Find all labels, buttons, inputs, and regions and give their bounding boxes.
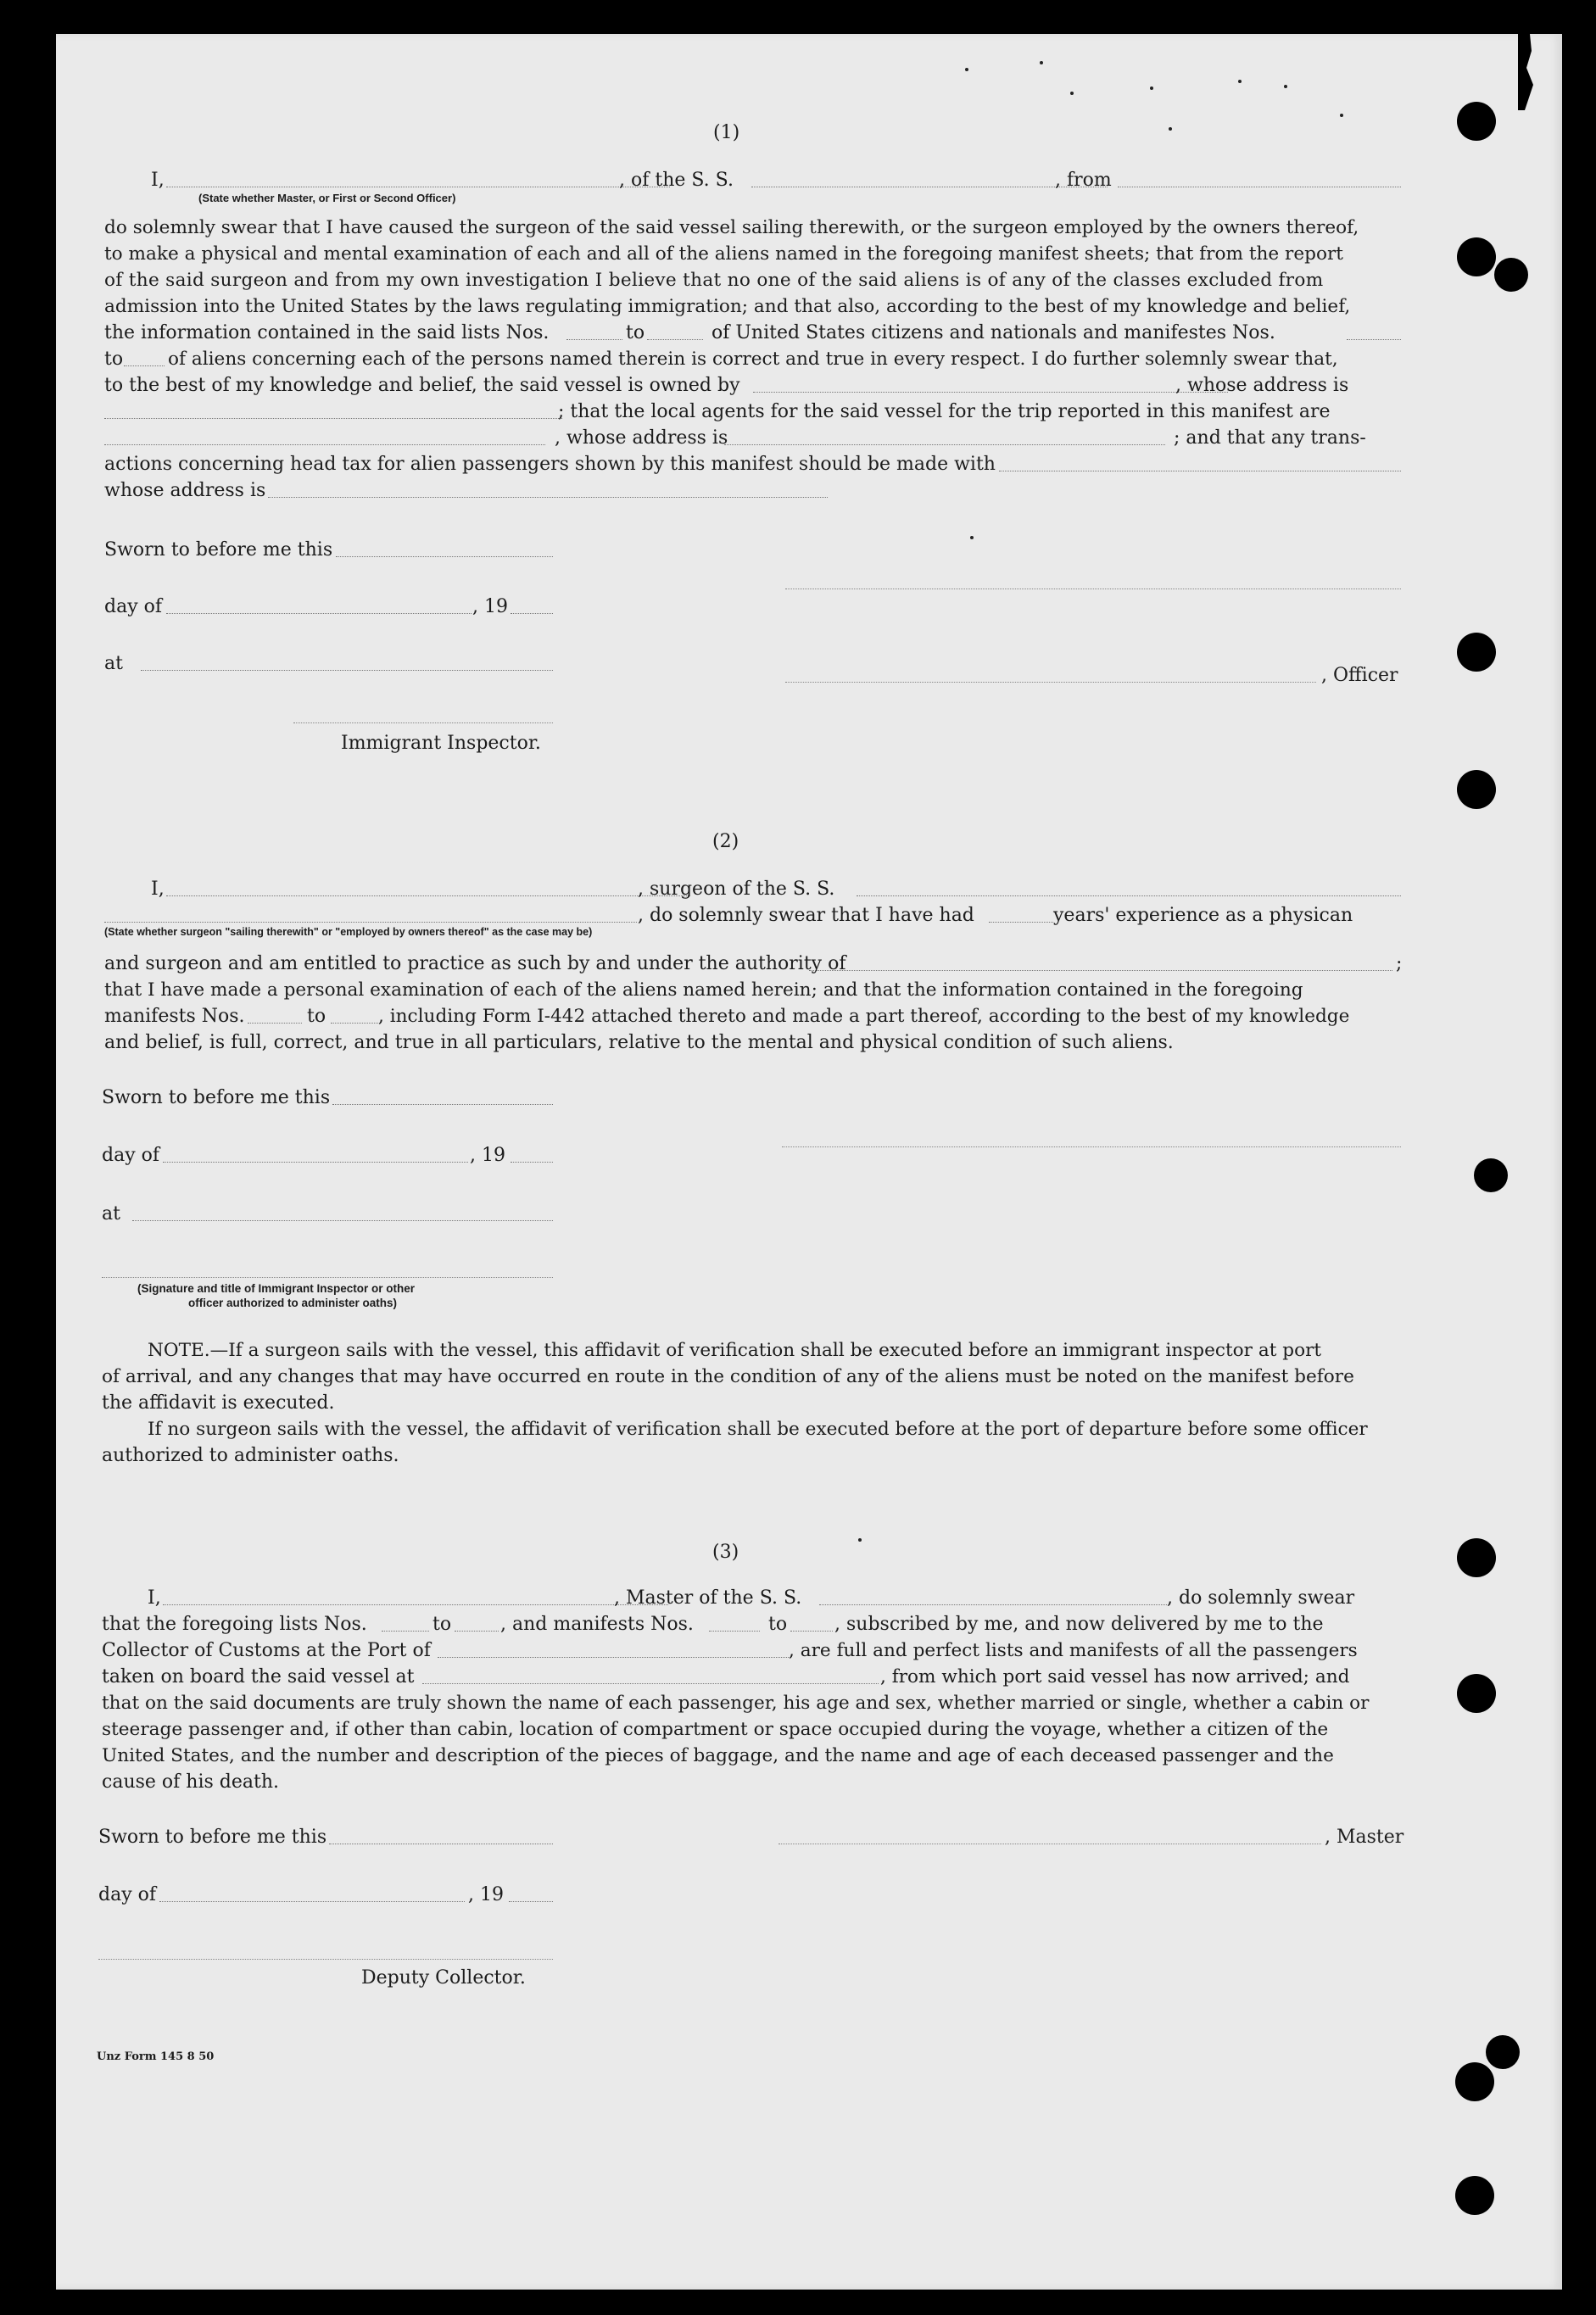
s3-manifests-from-blank[interactable] <box>709 1631 760 1632</box>
s1-body-line-6a: to <box>104 349 124 370</box>
s2-line-2: , do solemnly swear that I have had <box>638 905 974 926</box>
s1-body-line-9b: ; and that any trans- <box>1174 427 1366 449</box>
s3-master-name-blank[interactable] <box>163 1604 668 1605</box>
s3-ship-name-blank[interactable] <box>819 1604 1167 1605</box>
binder-hole <box>1474 1158 1508 1192</box>
speck <box>858 1538 862 1542</box>
speck <box>1238 80 1242 83</box>
s2-at-label: at <box>102 1203 120 1224</box>
s3-line-3a: Collector of Customs at the Port of <box>102 1640 431 1661</box>
s2-signature-line[interactable] <box>782 1146 1401 1147</box>
s1-manifests-from-blank[interactable] <box>1347 339 1401 340</box>
binder-hole <box>1455 2062 1494 2101</box>
s1-body-line-11: whose address is <box>104 480 266 501</box>
speck <box>1070 92 1074 95</box>
s2-body-line-4: and belief, is full, correct, and true in all particulars, relative to the mental and physical condition of such aliens. <box>104 1032 1174 1053</box>
s2-body-line-3c: , including Form I-442 attached thereto and made a part thereof, according to the best of my knowledge <box>378 1006 1350 1027</box>
s1-day-of-blank[interactable] <box>166 613 472 614</box>
s2-semicolon: ; <box>1396 953 1403 974</box>
binder-hole <box>1457 102 1496 141</box>
section-2-number: (2) <box>712 831 739 852</box>
s2-sworn-label: Sworn to before me this <box>102 1087 331 1108</box>
s3-line-2e: , subscribed by me, and now delivered by me to the <box>834 1614 1324 1635</box>
s1-from-label: , from <box>1055 170 1112 191</box>
binder-hole <box>1494 258 1528 292</box>
speck <box>965 68 968 71</box>
s3-line-8: cause of his death. <box>102 1771 279 1793</box>
speck <box>1169 127 1172 131</box>
s3-line-2a: that the foregoing lists Nos. <box>102 1614 367 1635</box>
s3-day-of-label: day of <box>98 1884 157 1905</box>
s1-body-line-3: of the said surgeon and from my own investigation I believe that no one of the said aliens is of any of the classes excluded from <box>104 270 1324 291</box>
s1-sworn-day-blank[interactable] <box>336 556 553 557</box>
speck <box>1040 61 1043 64</box>
s1-at-label: at <box>104 653 123 674</box>
form-page <box>56 34 1562 2290</box>
s2-surgeon-name-blank[interactable] <box>166 895 690 896</box>
binder-hole <box>1486 2035 1520 2069</box>
note-line-5: authorized to administer oaths. <box>102 1445 399 1466</box>
s2-line-2b: years' experience as a physican <box>1053 905 1353 926</box>
s1-body-line-7a: to the best of my knowledge and belief, the said vessel is owned by <box>104 375 740 396</box>
s3-line-2d: to <box>768 1614 788 1635</box>
binder-hole <box>1455 2176 1494 2215</box>
speck <box>1340 114 1343 117</box>
s3-deputy-sig-line[interactable] <box>98 1959 553 1960</box>
binder-hole <box>1457 1674 1496 1713</box>
s2-manifests-to-blank[interactable] <box>331 1023 378 1024</box>
s1-sworn-label: Sworn to before me this <box>104 539 333 561</box>
s3-master-of-ss: , Master of the S. S. <box>614 1587 802 1609</box>
s2-day-of-blank[interactable] <box>163 1162 468 1163</box>
binder-hole <box>1457 1538 1496 1577</box>
s2-at-blank[interactable] <box>132 1220 553 1221</box>
s2-surgeon-type-blank[interactable] <box>104 922 637 923</box>
s1-i-label: I, <box>151 170 165 191</box>
footer-form-number: Unz Form 145 8 50 <box>97 2050 215 2063</box>
s3-day-of-blank[interactable] <box>159 1901 465 1902</box>
s1-officer-note: (State whether Master, or First or Second Officer) <box>198 192 456 204</box>
s3-deputy-label: Deputy Collector. <box>361 1967 526 1989</box>
s2-surgeon-label: , surgeon of the S. S. <box>638 879 835 900</box>
s3-line-4b: , from which port said vessel has now arrived; and <box>880 1666 1350 1687</box>
s1-owner-address-blank[interactable] <box>104 418 562 419</box>
note-line-4: If no surgeon sails with the vessel, the affidavit of verification shall be executed before at the port of departure before some officer <box>148 1419 1368 1440</box>
s3-line-4a: taken on board the said vessel at <box>102 1666 415 1687</box>
s3-line-2b: to <box>432 1614 452 1635</box>
s2-sig-note-2: officer authorized to administer oaths) <box>188 1297 398 1309</box>
speck <box>1284 85 1287 88</box>
s1-body-line-5b: to <box>626 322 645 343</box>
s3-i-label: I, <box>148 1587 161 1609</box>
s3-do-solemnly: , do solemnly swear <box>1167 1587 1355 1609</box>
s1-year-blank[interactable] <box>511 613 553 614</box>
s3-line-2c: , and manifests Nos. <box>500 1614 694 1635</box>
s1-at-blank[interactable] <box>141 670 553 671</box>
note-line-2: of arrival, and any changes that may have occurred en route in the condition of any of the aliens must be noted on the manifest before <box>102 1366 1354 1387</box>
binder-hole <box>1457 237 1496 276</box>
s3-lists-from-blank[interactable] <box>382 1631 429 1632</box>
s3-sworn-label: Sworn to before me this <box>98 1827 327 1848</box>
s2-day-of-label: day of <box>102 1145 160 1166</box>
s1-officer-line[interactable] <box>785 682 1316 683</box>
s3-manifests-to-blank[interactable] <box>790 1631 833 1632</box>
s1-body-line-5c: of United States citizens and nationals and manifestes Nos. <box>712 322 1275 343</box>
s1-manifests-to-blank[interactable] <box>124 365 165 366</box>
s2-authority-blank[interactable] <box>809 970 1392 971</box>
s1-inspector-label: Immigrant Inspector. <box>341 733 541 754</box>
section-1-number: (1) <box>713 122 740 143</box>
s3-line-6: steerage passenger and, if other than cabin, location of compartment or space occupied during the voyage, whether a citizen of the <box>102 1719 1329 1740</box>
s1-body-line-2: to make a physical and mental examination of each and all of the aliens named in the foregoing manifest sheets; that from the report <box>104 243 1343 265</box>
s3-master-label: , Master <box>1325 1827 1404 1848</box>
speck <box>1150 86 1153 90</box>
s3-port-blank[interactable] <box>438 1657 789 1658</box>
s1-body-line-5a: the information contained in the said lists Nos. <box>104 322 550 343</box>
s2-body-line-1: and surgeon and am entitled to practice as such by and under the authority of <box>104 953 846 974</box>
s1-day-of-label: day of <box>104 596 163 617</box>
s3-line-3b: , are full and perfect lists and manifests of all the passengers <box>789 1640 1358 1661</box>
s2-surgeon-note: (State whether surgeon "sailing therewith" or "employed by owners thereof" as the case may be) <box>104 926 593 938</box>
s3-year-blank[interactable] <box>509 1901 553 1902</box>
s2-years-blank[interactable] <box>989 922 1053 923</box>
s2-body-line-2: that I have made a personal examination of each of the aliens named herein; and that the information contained in the foregoing <box>104 979 1303 1001</box>
s2-body-line-3b: to <box>307 1006 326 1027</box>
section-3-number: (3) <box>712 1542 739 1563</box>
torn-corner <box>1518 34 1555 110</box>
s2-19-label: , 19 <box>470 1145 505 1166</box>
s3-line-5: that on the said documents are truly shown the name of each passenger, his age and sex, whether married or single, whether a cabin or <box>102 1693 1370 1714</box>
s3-line-7: United States, and the number and description of the pieces of baggage, and the name and age of each deceased passenger and the <box>102 1745 1334 1766</box>
s2-inspector-sig-line[interactable] <box>102 1277 553 1278</box>
s2-body-line-3a: manifests Nos. <box>104 1006 245 1027</box>
s1-body-line-10: actions concerning head tax for alien passengers shown by this manifest should be made with <box>104 454 996 475</box>
s1-lists-to-blank[interactable] <box>647 339 703 340</box>
s2-sig-note-1: (Signature and title of Immigrant Inspector or other <box>137 1282 416 1295</box>
speck <box>970 536 974 539</box>
s1-lists-from-blank[interactable] <box>566 339 622 340</box>
s1-body-line-8: ; that the local agents for the said vessel for the trip reported in this manifest are <box>558 401 1331 422</box>
s1-agents-blank[interactable] <box>104 444 545 445</box>
s2-manifests-from-blank[interactable] <box>248 1023 302 1024</box>
s1-head-tax-address-blank[interactable] <box>268 497 828 498</box>
s2-ship-name-blank[interactable] <box>857 895 1401 896</box>
s1-inspector-line[interactable] <box>293 722 553 723</box>
s1-19-label: , 19 <box>472 596 508 617</box>
s3-lists-to-blank[interactable] <box>455 1631 499 1632</box>
s1-agents-address-blank[interactable] <box>724 444 1165 445</box>
s1-officer-label: , Officer <box>1321 665 1398 686</box>
s1-of-ss-label: , of the S. S. <box>619 170 734 191</box>
s1-body-line-7b: , whose address is <box>1175 375 1349 396</box>
note-line-1: NOTE.—If a surgeon sails with the vessel, this affidavit of verification shall be executed before an immigrant inspector at port <box>148 1340 1322 1361</box>
s1-body-line-9a: , whose address is <box>555 427 728 449</box>
binder-hole <box>1457 633 1496 672</box>
s1-owner-blank[interactable] <box>753 392 1228 393</box>
binder-hole <box>1457 770 1496 809</box>
s2-i-label: I, <box>151 879 165 900</box>
s2-year-blank[interactable] <box>511 1162 553 1163</box>
s1-body-line-4: admission into the United States by the laws regulating immigration; and that also, according to the best of my knowledge and belief, <box>104 296 1351 317</box>
s3-19-label: , 19 <box>468 1884 504 1905</box>
s2-sworn-day-blank[interactable] <box>332 1104 553 1105</box>
s1-body-line-6b: of aliens concerning each of the persons named therein is correct and true in every respect. I do further solemnly swear that, <box>168 349 1338 370</box>
s1-body-line-1: do solemnly swear that I have caused the surgeon of the said vessel sailing therewith, or the surgeon employed by the owners thereof, <box>104 217 1359 238</box>
note-line-3: the affidavit is executed. <box>102 1392 335 1414</box>
s3-boarding-port-blank[interactable] <box>422 1683 879 1684</box>
